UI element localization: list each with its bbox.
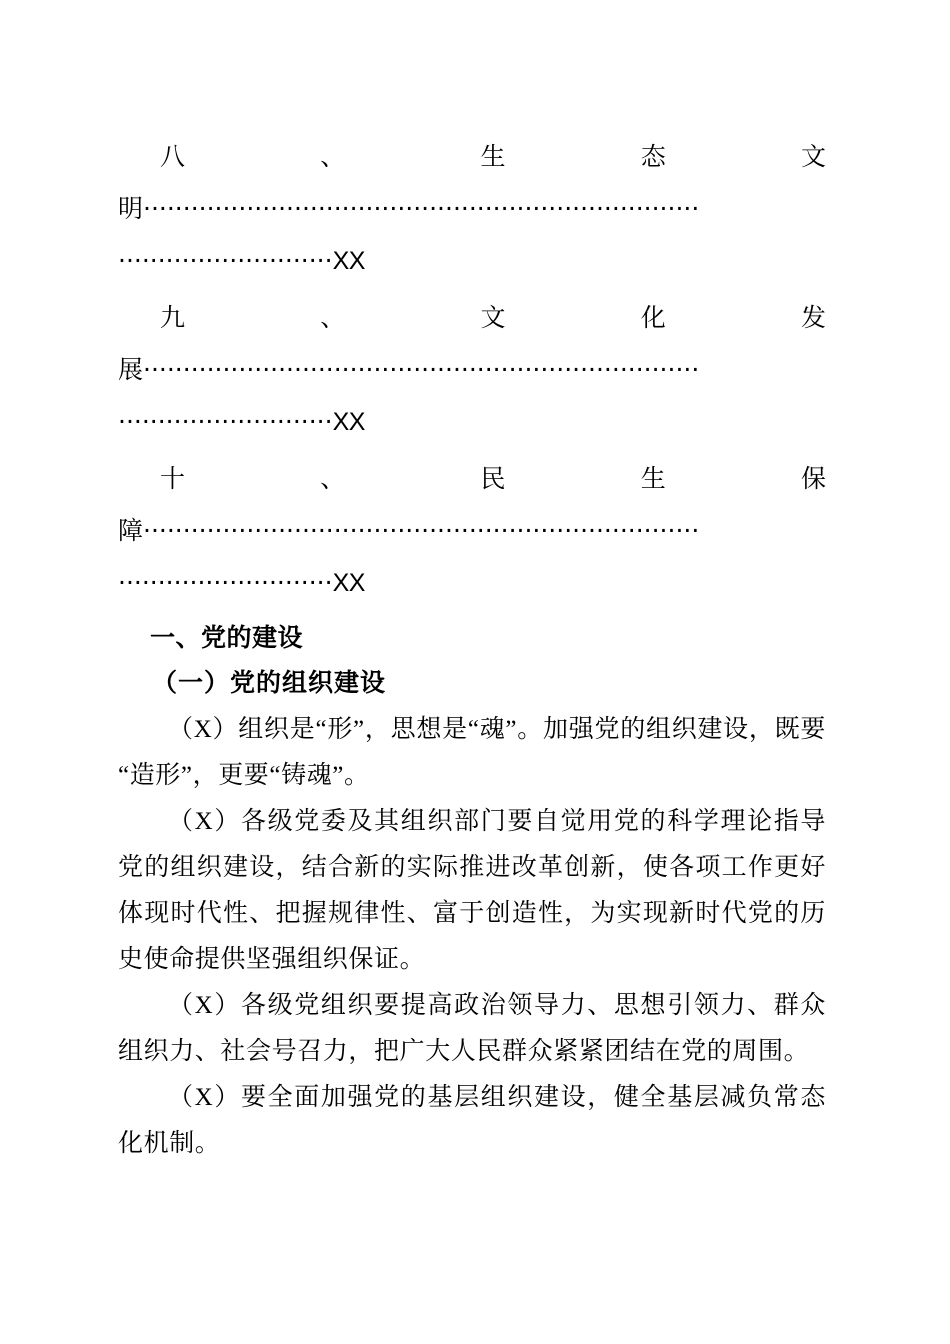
toc-entry[interactable]	[118, 293, 826, 448]
toc-title-char: 十	[160, 465, 186, 493]
toc-title-char: 态	[640, 143, 666, 171]
page-content	[118, 132, 826, 1167]
toc-title-char: 八	[160, 143, 186, 171]
toc-title-char-wrapped: 明	[118, 195, 144, 223]
body-paragraph: （X）各级党组织要提高政治领导力、思想引领力、群众组织力、社会号召力，把广大人民群众紧紧团结在党的周围。	[118, 992, 826, 1065]
toc-title-char: 生	[480, 143, 506, 171]
section-heading-level-2: （一）党的组织建设	[152, 670, 387, 697]
toc-title-char: 文	[800, 143, 826, 171]
toc-dot-leader: ······································································	[143, 516, 700, 545]
toc-page-number: XX	[332, 569, 365, 597]
toc-page-number: XX	[332, 408, 365, 436]
toc-title-char: 生	[640, 465, 666, 493]
toc-entry-page-line	[118, 557, 826, 609]
toc-entry-title-line	[118, 293, 826, 344]
toc-page-number: XX	[332, 247, 365, 275]
toc-dot-leader: ···························	[118, 407, 333, 436]
toc-entry-title-line	[118, 132, 826, 183]
toc-title-char-wrapped: 障	[118, 517, 144, 545]
toc-dot-leader: ···························	[118, 568, 333, 597]
toc-entry-leader-line	[118, 505, 826, 557]
toc-title-char: 文	[480, 304, 506, 332]
toc-title-char: 化	[640, 304, 666, 332]
toc-title-char: 保	[800, 465, 826, 493]
toc-title-char: 、	[320, 465, 346, 493]
toc-entry[interactable]	[118, 132, 826, 287]
toc-title-char: 、	[320, 143, 346, 171]
toc-entry-leader-line	[118, 344, 826, 396]
body-paragraph: （X）组织是“形”，思想是“魂”。加强党的组织建设，既要“造形”，更要“铸魂”。	[118, 716, 826, 789]
toc-dot-leader: ······································································	[143, 355, 700, 384]
toc-entry[interactable]	[118, 454, 826, 609]
toc-dot-leader: ······································································	[143, 194, 700, 223]
toc-title-char: 民	[480, 465, 506, 493]
toc-title-char: 发	[800, 304, 826, 332]
toc-title-char: 、	[320, 304, 346, 332]
toc-entry-page-line	[118, 235, 826, 287]
toc-entry-leader-line	[118, 183, 826, 235]
section-heading-level-1: 一、党的建设	[150, 624, 304, 652]
toc-dot-leader: ···························	[118, 246, 333, 275]
toc-title-char: 九	[160, 304, 186, 332]
body-paragraph: （X）各级党委及其组织部门要自觉用党的科学理论指导党的组织建设，结合新的实际推进改革创新，使各项工作更好体现时代性、把握规律性、富于创造性，为实现新时代党的历史使命提供坚强组织保证。	[118, 808, 826, 973]
toc-entry-title-line	[118, 454, 826, 505]
toc-title-char-wrapped: 展	[118, 356, 144, 384]
toc-entry-page-line	[118, 396, 826, 448]
body-paragraph: （X）要全面加强党的基层组织建设，健全基层减负常态化机制。	[118, 1084, 826, 1157]
